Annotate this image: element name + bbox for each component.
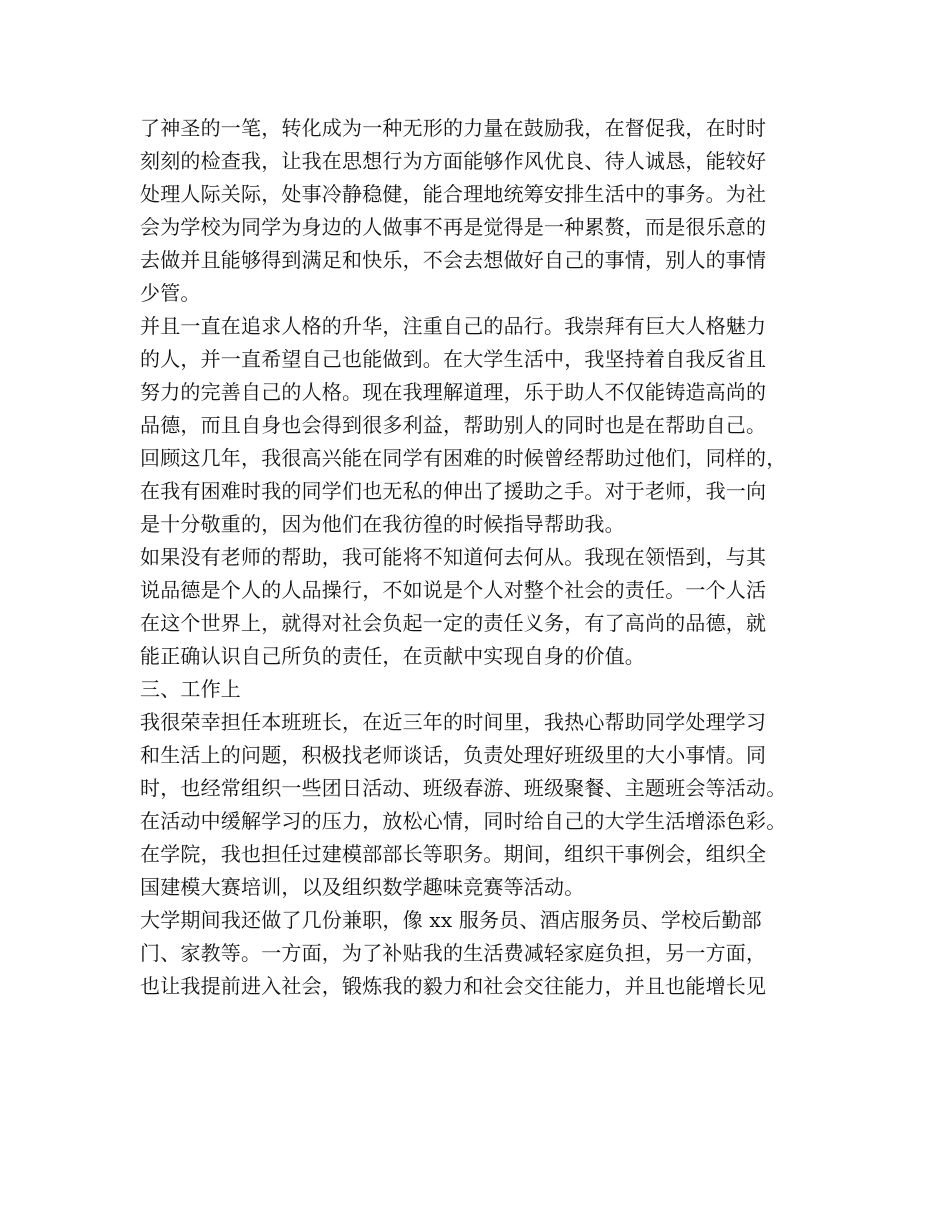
text-line: 会为学校为同学为身边的人做事不再是觉得是一种累赘，而是很乐意的 [140,215,767,239]
document-body [140,112,830,1003]
text-line: 是十分敬重的，因为他们在我彷徨的时候指导帮助我。 [140,512,625,536]
text-line: 和生活上的问题，积极找老师谈话，负责处理好班级里的大小事情。同 [140,743,767,767]
text-line: 我很荣幸担任本班班长，在近三年的时间里，我热心帮助同学处理学习 [140,710,767,734]
text-line: 国建模大赛培训，以及组织数学趣味竞赛等活动。 [140,875,585,899]
text-line: 在活动中缓解学习的压力，放松心情，同时给自己的大学生活增添色彩。 [140,809,787,833]
text-line: 努力的完善自己的人格。现在我理解道理，乐于助人不仅能铸造高尚的 [140,380,767,404]
text-line: 说品德是个人的人品操行，不如说是个人对整个社会的责任。一个人活 [140,578,767,602]
text-line: 的人，并一直希望自己也能做到。在大学生活中，我坚持着自我反省且 [140,347,767,371]
text-line: 处理人际关际，处事冷静稳健，能合理地统筹安排生活中的事务。为社 [140,182,767,206]
text-line: 在我有困难时我的同学们也无私的伸出了援助之手。对于老师，我一向 [140,479,767,503]
text-line: 在学院，我也担任过建模部部长等职务。期间，组织干事例会，组织全 [140,842,767,866]
text-line: 回顾这几年，我很高兴能在同学有困难的时候曾经帮助过他们，同样的， [140,446,787,470]
text-line: 时，也经常组织一些团日活动、班级春游、班级聚餐、主题班会等活动。 [140,776,787,800]
text-line: 在这个世界上，就得对社会负起一定的责任义务，有了高尚的品德，就 [140,611,767,635]
text-line: 去做并且能够得到满足和快乐，不会去想做好自己的事情，别人的事情 [140,248,767,272]
text-line: 能正确认识自己所负的责任，在贡献中实现自身的价值。 [140,644,645,668]
text-line: 品德，而且自身也会得到很多利益，帮助别人的同时也是在帮助自己。 [140,413,767,437]
text-line: 并且一直在追求人格的升华，注重自己的品行。我崇拜有巨大人格魅力 [140,314,767,338]
text-line: 门、家教等。一方面，为了补贴我的生活费减轻家庭负担，另一方面， [140,941,767,965]
text-line: 如果没有老师的帮助，我可能将不知道何去何从。我现在领悟到，与其 [140,545,767,569]
text-line: 也让我提前进入社会，锻炼我的毅力和社会交往能力，并且也能增长见 [140,974,767,998]
text-line: 少管。 [140,281,201,305]
text-line: 大学期间我还做了几份兼职，像 xx 服务员、酒店服务员、学校后勤部 [140,908,762,932]
section-heading: 三、工作上 [140,677,241,701]
text-line: 刻刻的检查我，让我在思想行为方面能够作风优良、待人诚恳，能较好 [140,149,767,173]
text-line: 了神圣的一笔，转化成为一种无形的力量在鼓励我，在督促我，在时时 [140,116,767,140]
